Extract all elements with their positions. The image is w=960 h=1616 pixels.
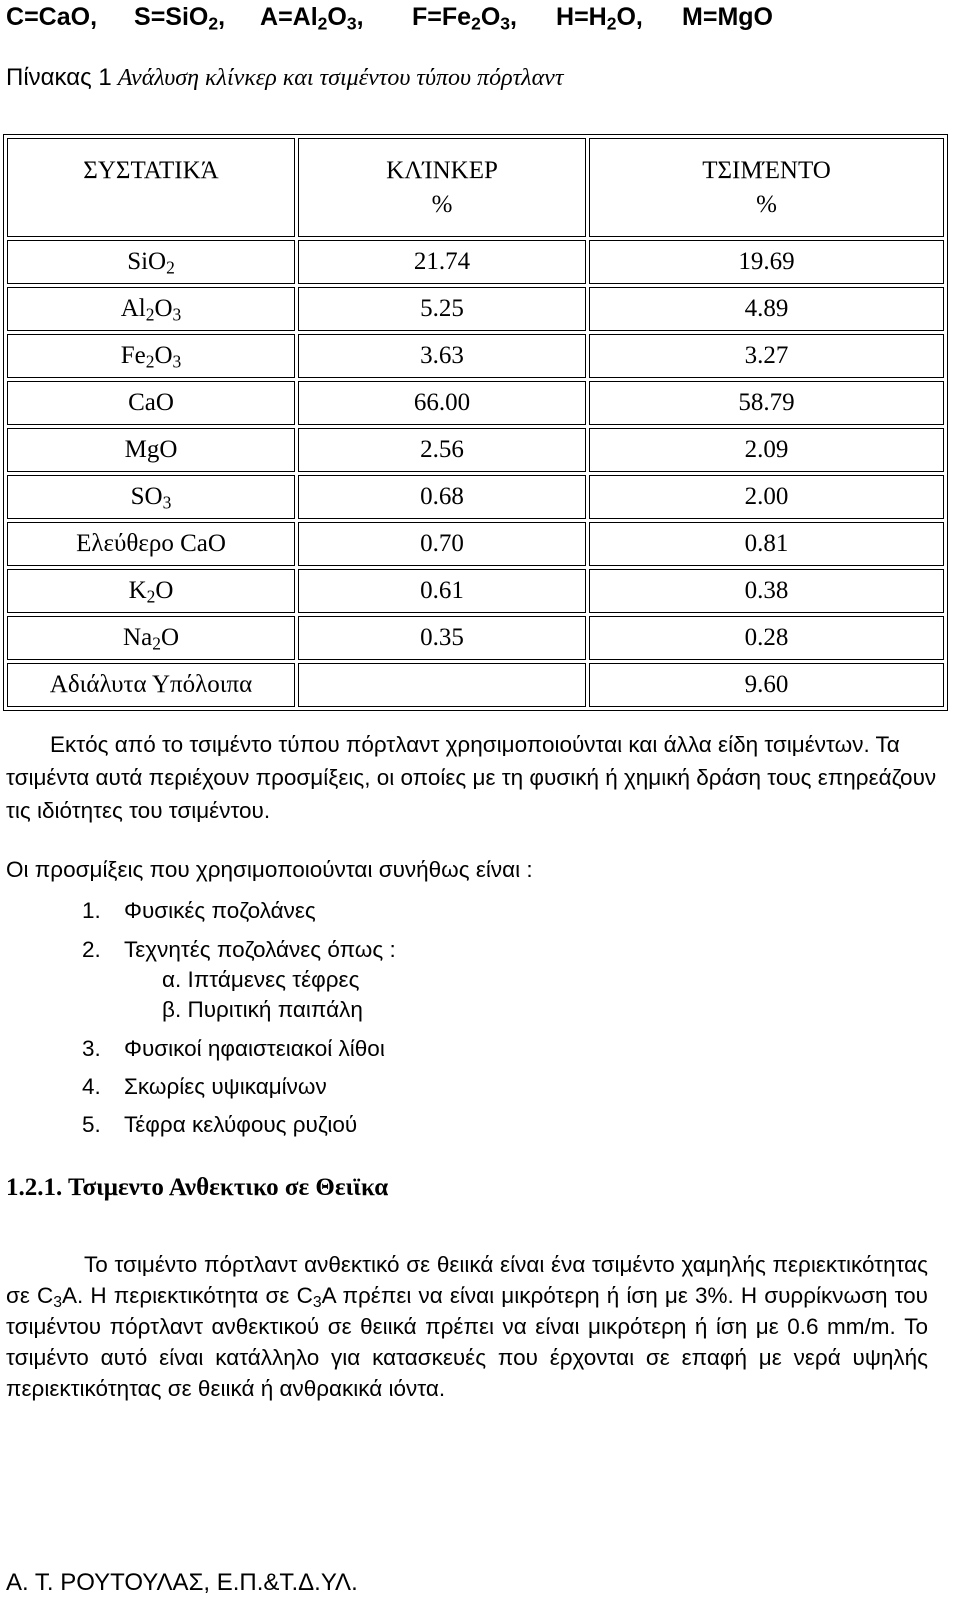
table-row [7, 616, 944, 660]
clinker-cell: 2.56 [298, 428, 586, 472]
list-text: Σκωρίες υψικαμίνων [124, 1074, 327, 1099]
cement-cell: 0.38 [589, 569, 944, 613]
list-text: Τέφρα κελύφους ρυζιού [124, 1112, 358, 1137]
cement-cell: 4.89 [589, 287, 944, 331]
header-clinker [298, 138, 586, 237]
component-cell [7, 616, 295, 660]
cement-cell: 2.00 [589, 475, 944, 519]
component-subscript: 3 [162, 492, 172, 513]
formula-f: $F=Fe_2O_3$, [412, 3, 517, 34]
header-line2: % [756, 190, 777, 218]
header-line2: % [431, 190, 453, 218]
paragraph-text: Το τσιμέντο πόρτλαντ ανθεκτικό σε θειικά είναι ένα τσιμέντο χαμηλής περιεκτικότητας σε C [6, 1252, 928, 1308]
formula-subscript: 2 [471, 13, 481, 34]
table-row [7, 381, 944, 425]
component-subscript: 3 [172, 304, 182, 325]
clinker-cell: 0.61 [298, 569, 586, 613]
component-subscript: 2 [145, 351, 155, 372]
table-row [7, 334, 944, 378]
list-number: 3. [82, 1036, 101, 1061]
clinker-cell: 21.74 [298, 240, 586, 284]
component-text: O [154, 342, 173, 369]
formula-h: $H=H_2O$, [556, 3, 643, 34]
list-item [82, 1071, 327, 1103]
paragraph-subscript: 3 [53, 1293, 63, 1311]
formula-symbol: F [412, 3, 428, 31]
clinker-cell: 5.25 [298, 287, 586, 331]
cement-cell: 0.81 [589, 522, 944, 566]
component-subscript: 2 [146, 586, 156, 607]
formula-m: M=MgO [682, 3, 773, 31]
table-row [7, 475, 944, 519]
header-components [7, 138, 295, 237]
formula-symbol: A [260, 3, 279, 31]
footer-author: Α. Τ. ΡΟΥΤΟΥΛΑΣ, Ε.Π.&Τ.Δ.ΥΛ. [6, 1569, 358, 1596]
component-cell: MgO [7, 428, 295, 472]
formula-text: O [616, 3, 636, 31]
component-cell: Αδιάλυτα Υπόλοιπα [7, 663, 295, 707]
component-cell: Ελεύθερο CaO [7, 522, 295, 566]
composition-table [3, 134, 948, 711]
formula-a: $A=Al_2O_3$, [260, 3, 364, 34]
table-label: Πίνακας 1 [6, 64, 112, 91]
clinker-cell: 0.35 [298, 616, 586, 660]
list-item [82, 1033, 385, 1065]
paragraph-text: Εκτός από το τσιμέντο τύπου πόρτλαντ χρησιμοποιούνται και άλλα είδη τσιμέντων. Τα τσιμέντα αυτά περιέχουν προσμίξεις, οι οποίες με τη φυσική ή χημική δράση τους επηρεάζουν τις ιδιότητες του τσιμέντου. [6, 732, 937, 823]
admixtures-intro: Οι προσμίξεις που χρησιμοποιούνται συνήθως είναι : [6, 857, 533, 882]
formula-text: Al [292, 3, 318, 31]
table-row [7, 240, 944, 284]
component-cell [7, 569, 295, 613]
list-item [82, 895, 316, 927]
component-text: Na [123, 624, 153, 651]
header-line2 [8, 188, 294, 222]
list-number: 2. [82, 937, 101, 962]
component-text: O [155, 577, 174, 604]
formula-symbol: M [682, 3, 703, 31]
component-cell [7, 475, 295, 519]
paragraph-text: A. Η περιεκτικότητα σε C [62, 1283, 313, 1308]
table-row [7, 569, 944, 613]
formula-text: MgO [717, 3, 773, 31]
clinker-cell: 0.70 [298, 522, 586, 566]
component-cell: CaO [7, 381, 295, 425]
formula-symbol: S [134, 3, 151, 31]
component-text: Al [120, 295, 146, 322]
formula-text: O [327, 3, 347, 31]
header-line1: ΣΥΣΤΑΤΙΚΆ [83, 156, 219, 184]
formula-subscript: 2 [317, 13, 328, 34]
formula-symbol: H [556, 3, 575, 31]
formula-text: H [588, 3, 607, 31]
list-number: 4. [82, 1074, 101, 1099]
table-caption: Ανάλυση κλίνκερ και τσιμέντου τύπου πόρτλαντ [117, 65, 564, 91]
cement-cell: 9.60 [589, 663, 944, 707]
component-cell [7, 287, 295, 331]
cement-cell: 2.09 [589, 428, 944, 472]
cement-cell: 19.69 [589, 240, 944, 284]
formula-subscript: 3 [500, 13, 510, 34]
cement-cell: 0.28 [589, 616, 944, 660]
paragraph-text: A πρέπει να είναι μικρότερη ή ίση με 3%. Η συρρίκνωση του τσιμέντου πόρτλαντ ανθεκτικού σε θειικά πρέπει να είναι μικρότερη ή ίση με 0.6 mm/m. Το τσιμέντο αυτό είναι κατάλληλο για κατασκευές που έρχονται σε επαφή με νερά υψηλής περιεκτικότητας σε θειικά ή ανθρακικά ιόντα. [6, 1283, 928, 1401]
component-text: Fe [120, 342, 146, 369]
header-line1: ΤΣΙΜΈΝΤΟ [702, 156, 831, 184]
clinker-cell: 66.00 [298, 381, 586, 425]
formula-subscript: 2 [208, 13, 219, 34]
component-text: SiO [127, 248, 167, 275]
cement-cell: 3.27 [589, 334, 944, 378]
table-row [7, 663, 944, 707]
table-row [7, 287, 944, 331]
list-number: 1. [82, 898, 101, 923]
list-text: Τεχνητές ποζολάνες όπως : [124, 937, 396, 962]
formula-s: S=SiO$_2$, [134, 3, 226, 34]
component-text: O [154, 295, 173, 322]
component-text: SO [130, 483, 163, 510]
section-heading: 1.2.1. Τσιμεντο Ανθεκτικο σε Θειϊκα [6, 1174, 389, 1201]
component-subscript: 2 [166, 257, 175, 278]
formula-text: Fe [441, 3, 472, 31]
table-row [7, 428, 944, 472]
clinker-cell: 3.63 [298, 334, 586, 378]
component-subscript: 2 [145, 304, 155, 325]
table-header-row [7, 138, 944, 237]
formula-subscript: 2 [606, 13, 617, 34]
paragraph-other-cements [6, 728, 956, 827]
component-text: K [128, 577, 147, 604]
paragraph-subscript: 3 [312, 1293, 322, 1311]
component-subscript: 3 [172, 351, 182, 372]
table-title [6, 62, 563, 94]
formula-subscript: 3 [346, 13, 357, 34]
component-cell [7, 334, 295, 378]
cement-cell: 58.79 [589, 381, 944, 425]
component-subscript: 2 [152, 633, 161, 654]
clinker-cell: 0.68 [298, 475, 586, 519]
list-number: 5. [82, 1112, 101, 1137]
list-subitem: α. Ιπτάμενες τέφρες [162, 967, 360, 992]
clinker-cell [298, 663, 586, 707]
list-text: Φυσικοί ηφαιστειακοί λίθοι [124, 1036, 385, 1061]
list-item [82, 934, 396, 966]
paragraph-sulfate-resistant [6, 1249, 928, 1404]
formula-text: CaO [38, 3, 91, 31]
formula-symbol: C [6, 3, 25, 31]
list-item [82, 1109, 357, 1141]
list-subitem: β. Πυριτική παιπάλη [162, 997, 363, 1022]
table-row [7, 522, 944, 566]
header-line1: ΚΛΊΝΚΕΡ [386, 156, 498, 184]
list-text: Φυσικές ποζολάνες [124, 898, 316, 923]
formula-text: O [480, 3, 501, 31]
formula-text: SiO [165, 3, 209, 31]
formula-legend [6, 0, 956, 34]
formula-c: C=CaO, [6, 3, 98, 31]
header-cement [589, 138, 944, 237]
component-cell [7, 240, 295, 284]
component-text: O [160, 624, 179, 651]
